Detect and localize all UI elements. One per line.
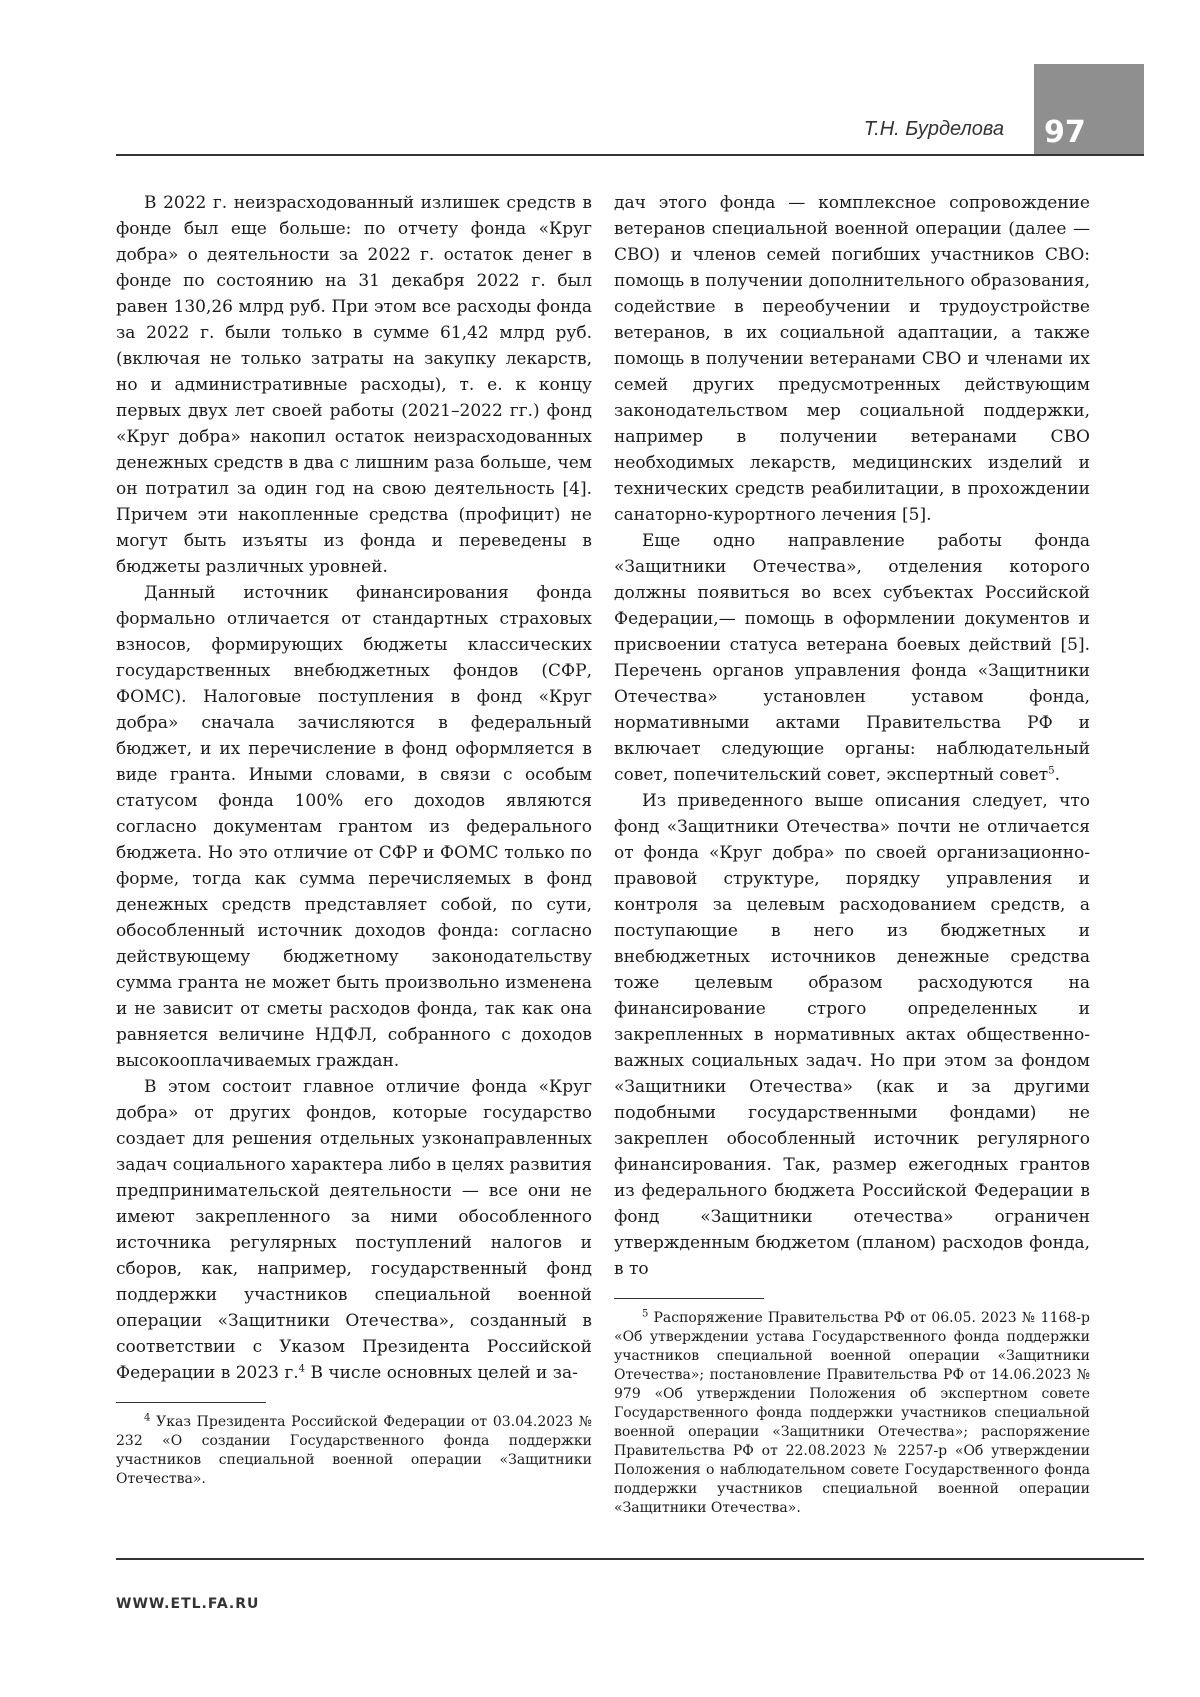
right-column	[614, 190, 1090, 1518]
footnote-5	[614, 1309, 1090, 1518]
footnote-divider-right	[614, 1298, 764, 1299]
footer-divider	[116, 1558, 1144, 1560]
left-paragraph-1: В 2022 г. неизрасходованный излишек средств в фонде был еще больше: по отчету фонда «Круг добра» о деятельности за 2022 г. остаток денег в фонде по состоянию на 31 декабря 2022 г. был равен 130,26 млрд руб. При этом все расходы фонда за 2022 г. были только в сумме 61,42 млрд руб. (включая не только затраты на закупку лекарств, но и административные расходы), т. е. к концу первых двух лет своей работы (2021–2022 гг.) фонд «Круг добра» накопил остаток неизрасходованных денежных средств в два с лишним раза больше, чем он потратил за один год на свою деятельность [4]. Причем эти накопленные средства (профицит) не могут быть изъяты из фонда и переведены в бюджеты различных уровней.	[116, 193, 592, 577]
right-paragraph-2-text: Еще одно направление работы фонда «Защитники Отечества», отделения которого должны появиться во всех субъектах Российской Федерации,— помощь в оформлении документов и присвоении статуса ветерана боевых действий [5]. Перечень органов управления фонда «Защитники Отечества» установлен уставом фонда, нормативными актами Правительства РФ и включает следующие органы: наблюдательный совет, попечительский совет, экспертный совет	[614, 531, 1090, 785]
right-paragraph-3: Из приведенного выше описания следует, что фонд «Защитники Отечества» почти не отличается от фонда «Круг добра» по своей организационно-правовой структуре, порядку управления и контроля за целевым расходованием средств, а поступающие в него из бюджетных и внебюджетных источников денежные средства тоже целевым образом расходуются на финансирование строго определенных и закрепленных в нормативных актах общественно-важных социальных задач. Но при этом за фондом «Защитники Отечества» (как и за другими подобными государственными фондами) не закреплен обособленный источник регулярного финансирования. Так, размер ежегодных грантов из федерального бюджета Российской Федерации в фонд «Защитники отечества» ограничен утвержденным бюджетом (планом) расходов фонда, в то	[614, 791, 1090, 1279]
left-column	[116, 190, 592, 1489]
footnote-mark-5: 5	[642, 1308, 649, 1320]
footnote-4-text: Указ Президента Российской Федерации от 03.04.2023 № 232 «О создании Государственного фонда поддержки участников специальной военной операции «Защитники Отечества».	[116, 1414, 592, 1487]
footnote-5-text: Распоряжение Правительства РФ от 06.05. 2023 № 1168-р «Об утверждении устава Государственного фонда поддержки участников специальной военной операции «Защитники Отечества»; постановление Правительства РФ от 14.06.2023 № 979 «Об утверждении Положения об экспертном совете Государственного фонда поддержки участников специальной военной операции «Защитники Отечества»; распоряжение Правительства РФ от 22.08.2023 № 2257-р «Об утверждении Положения о наблюдательном совете Государственного фонда поддержки участников специальной военной операции «Защитники Отечества».	[614, 1310, 1090, 1516]
running-head-author: Т.Н. Бурделова	[863, 118, 1004, 140]
right-paragraph-1: дач этого фонда — комплексное сопровождение ветеранов специальной военной операции (далее — СВО) и членов семей погибших участников СВО: помощь в получении дополнительного образования, содействие в переобучении и трудоустройстве ветеранов, в их социальной адаптации, а также помощь в получении ветеранами СВО и членами их семей других предусмотренных действующим законодательством мер социальной поддержки, например в получении ветеранами СВО необходимых лекарств, медицинских изделий и технических средств реабилитации, в прохождении санаторно-курортного лечения [5].	[614, 193, 1090, 525]
footnote-4	[116, 1413, 592, 1489]
footer-url-link[interactable]: WWW.ETL.FA.RU	[116, 1596, 260, 1612]
right-paragraph-2	[614, 528, 1090, 788]
left-paragraph-2: Данный источник финансирования фонда формально отличается от стандартных страховых взносов, формирующих бюджеты классических государственных внебюджетных фондов (СФР, ФОМС). Налоговые поступления в фонд «Круг добра» сначала зачисляются в федеральный бюджет, и их перечисление в фонд оформляется в виде гранта. Иными словами, в связи с особым статусом фонда 100% его доходов являются согласно документам грантом из федерального бюджета. Но это отличие от СФР и ФОМС только по форме, тогда как сумма перечисляемых в фонд денежных средств представляет собой, по сути, обособленный источник доходов фонда: согласно действующему бюджетному законодательству сумма гранта не может быть произвольно изменена и не зависит от сметы расходов фонда, так как она равняется величине НДФЛ, собранного с доходов высокооплачиваемых граждан.	[116, 583, 592, 1071]
footnote-divider-left	[116, 1402, 266, 1403]
right-paragraph-2-tail: .	[1054, 765, 1060, 785]
footnote-ref-5: 5	[1048, 765, 1055, 777]
page-number-text: 97	[1044, 115, 1086, 150]
left-paragraph-3	[116, 1074, 592, 1386]
left-paragraph-3-text: В этом состоит главное отличие фонда «Круг добра» от других фондов, которые государство создает для решения отдельных узконаправленных задач социального характера либо в целях развития предпринимательской деятельности — все они не имеют закрепленного за ними обособленного источника регулярных поступлений налогов и сборов, как, например, государственный фонд поддержки участников специальной военной операции «Защитники Отечества», созданный в соответствии с Указом Президента Российской Федерации в 2023 г.	[116, 1077, 592, 1383]
footnote-mark-4: 4	[144, 1412, 151, 1424]
header-divider	[116, 154, 1144, 156]
page-number	[1034, 64, 1144, 154]
footnote-ref-4: 4	[298, 1363, 306, 1375]
left-paragraph-3-tail: В числе основных целей и за-	[305, 1363, 578, 1383]
